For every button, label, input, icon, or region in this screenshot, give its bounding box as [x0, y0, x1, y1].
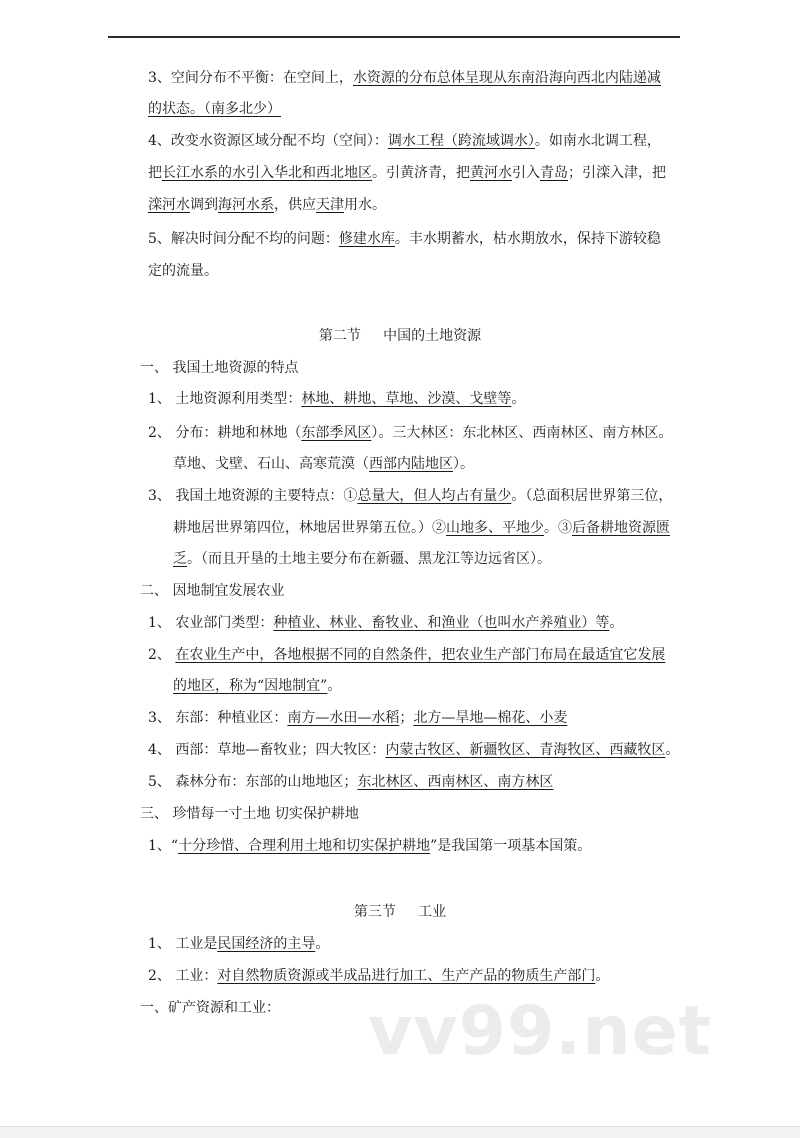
text-span: 。 [595, 968, 610, 984]
text-span: 三、 珍惜每一寸土地 切实保护耕地 [140, 806, 359, 822]
text-line-s1-3a [148, 68, 661, 88]
text-span: 一、矿产资源和工业： [140, 1000, 280, 1016]
text-span: 一、 我国土地资源的特点 [140, 360, 299, 376]
text-line-s2-2-3 [148, 708, 567, 728]
text-line-s2-2-2a [148, 645, 665, 665]
text-span: 。 [511, 391, 526, 407]
text-span: 定的流量。 [148, 263, 218, 279]
page-bottom-bar [0, 1126, 800, 1138]
underlined-text: 十分珍惜、合理利用土地和切实保护耕地 [178, 838, 431, 854]
underlined-text: 种植业、林业、畜牧业、和渔业（也叫水产养殖业）等 [273, 615, 610, 631]
text-span: 5、 森林分布：东部的山地地区； [148, 774, 358, 790]
text-line-s2-1-3a [148, 486, 672, 506]
text-span: 。 [327, 678, 342, 694]
text-span: 5、解决时间分配不均的问题： [148, 231, 339, 247]
underlined-text: 修建水库 [338, 231, 395, 247]
text-line-s1-4b [148, 163, 666, 183]
text-span: 3、 我国土地资源的主要特点：① [148, 488, 358, 504]
text-span: 1、 土地资源利用类型： [148, 391, 302, 407]
text-line-s2-3-1 [148, 836, 591, 856]
underlined-text: 天津 [316, 197, 344, 213]
text-line-s2-1-3b [173, 518, 670, 538]
underlined-text: 调水工程（跨流域调水） [387, 133, 535, 149]
underlined-text: 滦河水 [148, 197, 190, 213]
text-span: 4、改变水资源区域分配不均（空间）： [148, 133, 388, 149]
text-line-s2-1-1 [148, 389, 525, 409]
text-span: ，供应 [274, 197, 316, 213]
underlined-text: 南方—水田—水稻 [287, 710, 400, 726]
text-span: 1、 农业部门类型： [148, 615, 274, 631]
text-line-s2-3 [140, 804, 359, 824]
text-line-s1-3b [148, 99, 281, 119]
text-span: ）。 [453, 456, 474, 472]
text-line-s2-2-4 [148, 740, 679, 760]
underlined-text: 水资源的分布总体呈现从东南沿海向西北内陆递减 [352, 70, 661, 86]
text-span: 2、 [148, 647, 176, 663]
text-span: 。 [315, 936, 330, 952]
header-rule [108, 36, 680, 38]
text-line-s1-5b [148, 261, 218, 281]
text-span: 。③ [544, 520, 572, 536]
section-2-heading: 第二节 中国的土地资源 [318, 328, 482, 344]
text-line-s1-5a [148, 229, 661, 249]
text-span: 。如南水北调工程， [534, 133, 661, 149]
underlined-text: 东北林区、西南林区、南方林区 [357, 774, 554, 790]
text-line-s3-3 [140, 998, 280, 1018]
text-line-s2-1 [140, 358, 298, 378]
text-span: 。丰水期蓄水，枯水期放水，保持下游较稳 [394, 231, 661, 247]
text-span: 草地、戈壁、石山、高寒荒漠（ [173, 456, 369, 472]
underlined-text: 乏 [173, 551, 187, 567]
text-line-s1-4c [148, 195, 386, 215]
text-span: ； [399, 710, 414, 726]
underlined-text: 对自然物质资源或半成品进行加工、生产产品的物质生产部门 [217, 968, 596, 984]
text-line-s3-1 [148, 934, 329, 954]
text-span: 把 [148, 165, 162, 181]
underlined-text: 的状态。（南多北少） [148, 101, 281, 117]
text-span: 引入 [512, 165, 540, 181]
underlined-text: 总量大，但人均占有量少 [357, 488, 512, 504]
underlined-text: 山地多、平地少 [446, 520, 544, 536]
text-span: 。（而且开垦的土地主要分布在新疆、黑龙江等边远省区）。 [187, 551, 551, 567]
text-span: 2、 分布：耕地和林地（ [148, 425, 302, 441]
text-span: 1、“ [148, 838, 179, 854]
text-span: 耕地居世界第四位，林地居世界第五位。）② [173, 520, 446, 536]
underlined-text: 林地、耕地、草地、沙漠、戈壁等 [301, 391, 512, 407]
text-span: 1、 工业是 [148, 936, 218, 952]
text-span: 。 [609, 615, 624, 631]
text-span: 。 [665, 742, 680, 758]
underlined-text: 内蒙古牧区、新疆牧区、青海牧区、西藏牧区 [385, 742, 666, 758]
text-line-s2-2-1 [148, 613, 623, 633]
text-span: 3、空间分布不平衡：在空间上， [148, 70, 353, 86]
underlined-text: 在农业生产中，各地根据不同的自然条件，把农业生产部门布局在最适宜它发展 [175, 647, 666, 663]
text-span: 4、 西部：草地—畜牧业；四大牧区： [148, 742, 386, 758]
text-line-s2-1-3c [173, 549, 551, 569]
text-span: 。（总面积居世界第三位， [511, 488, 673, 504]
text-span: 二、 因地制宜发展农业 [140, 583, 285, 599]
underlined-text: 的地区，称为“因地制宜” [173, 678, 328, 694]
text-line-s1-4a [148, 131, 661, 151]
text-line-s2-2 [140, 581, 284, 601]
text-span: 。引黄济青，把 [372, 165, 470, 181]
text-line-s3-2 [148, 966, 609, 986]
watermark: vv99.net [368, 992, 713, 1071]
underlined-text: 长江水系的水引入华北和西北地区 [162, 165, 372, 181]
section-3-heading: 第三节 工业 [353, 904, 447, 920]
text-span: 3、 东部：种植业区： [148, 710, 288, 726]
underlined-text: 西部内陆地区 [369, 456, 453, 472]
text-span: 用水。 [344, 197, 386, 213]
text-span: 调到 [190, 197, 218, 213]
underlined-text: 民国经济的主导 [217, 936, 316, 952]
underlined-text: 海河水系 [218, 197, 274, 213]
underlined-text: 黄河水 [470, 165, 512, 181]
underlined-text: 东部季风区 [301, 425, 372, 441]
text-span: ；引滦入津，把 [568, 165, 666, 181]
text-line-s2-1-2b [173, 454, 474, 474]
text-line-s2-2-2b [173, 676, 341, 696]
underlined-text: 青岛 [540, 165, 568, 181]
text-span: ”是我国第一项基本国策。 [430, 838, 592, 854]
underlined-text: 后备耕地资源匮 [572, 520, 670, 536]
text-line-s2-2-5 [148, 772, 553, 792]
text-span: ）。三大林区：东北林区、西南林区、南方林区。 [371, 425, 673, 441]
text-line-s2-1-2a [148, 423, 672, 443]
text-span: 2、 工业： [148, 968, 218, 984]
underlined-text: 北方—旱地—棉花、小麦 [413, 710, 568, 726]
